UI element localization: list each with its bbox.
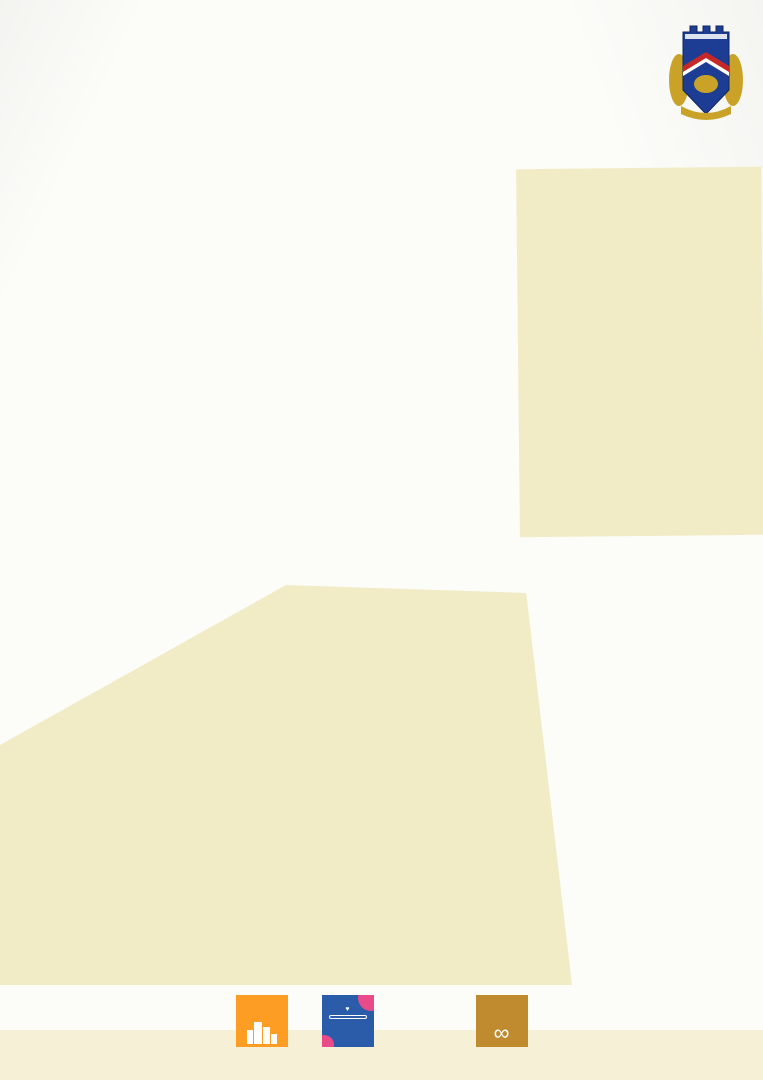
sdg11-icon [236,995,288,1047]
footer-icons [0,995,763,1047]
ibuyback-label [329,1015,367,1019]
title-block [200,20,640,36]
header [0,0,763,142]
heart-icon: ♥ [345,1006,350,1013]
september-yellow-panel [516,167,763,538]
bottom-yellow-panel [0,585,572,985]
mbks-crest-icon [667,22,745,127]
infinity-glyph: ∞ [493,1020,510,1045]
buildings-glyph [236,1020,288,1044]
ibuyback-logo [322,995,374,1047]
sdg12-icon [476,995,528,1047]
